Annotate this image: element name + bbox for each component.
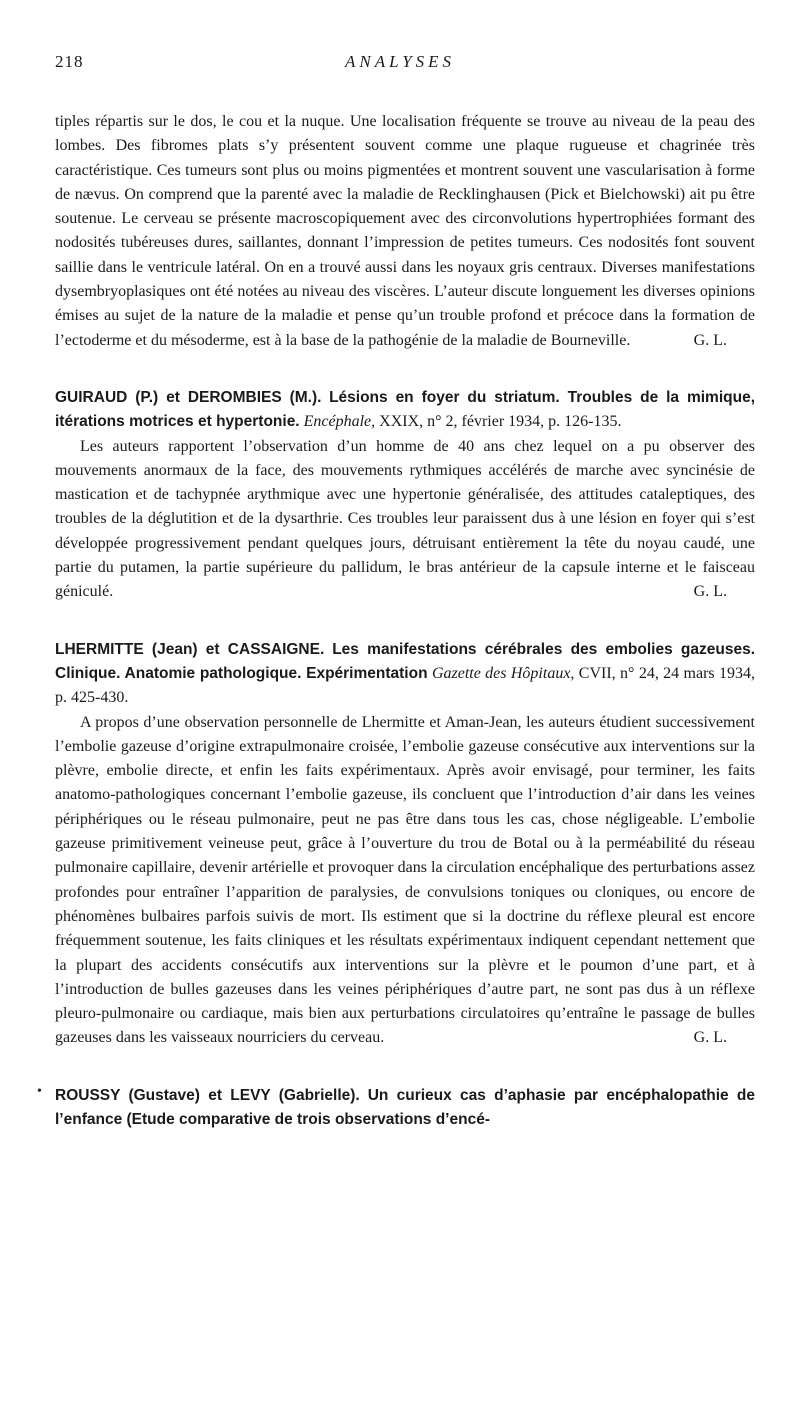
entry-authors: LHERMITTE (Jean) et CASSAIGNE. xyxy=(55,640,325,658)
entry-title: Lésions en foyer du striatum. Troubles de la mimique, itérations motrices et hypertonie. xyxy=(55,388,756,431)
entry-journal: Gazette des Hôpitaux, xyxy=(431,664,575,682)
page-header xyxy=(55,52,745,82)
abstract-signature: G. L. xyxy=(693,331,727,349)
bibliography-entry xyxy=(55,386,755,605)
entry-abstract xyxy=(55,711,755,1051)
entry-title: Un curieux cas d’aphasie par encéphalopathie de l’enfance (Etude comparative de trois observations d’encé- xyxy=(55,1086,755,1128)
entry-title: Les manifestations cérébrales des embolies gazeuses. Clinique. Anatomie pathologique. Expérimentation xyxy=(55,640,756,682)
entry-abstract-text: Les auteurs rapportent l’observation d’un homme de 40 ans chez lequel on a pu observer des mouvements anormaux de la face, des mouvements rythmiques accélérés de marche avec syncinésie de mastication et de tachypnée arythmique avec une hypertonie généralisée, des attitudes cataleptiques, des troubles de la déglutition et de la dysarthrie. Ces troubles leur paraissent dus à une lésion en foyer qui s’est développée progressivement pendant quelques jours, détruisant entièrement la tête du noyau caudé, une partie du putamen, la partie supérieure du pallidum, le bras antérieur de la capsule interne et le faisceau géniculé. xyxy=(55,437,755,601)
abstract-signature: G. L. xyxy=(693,583,727,601)
continued-abstract-text: tiples répartis sur le dos, le cou et la nuque. Une localisation fréquente se trouve au niveau de la peau des lombes. Des fibromes plats s’y présentent souvent comme une plaque rugueuse et chagrinée très caractéristique. Ces tumeurs sont plus ou moins pigmentées et montrent souvent une vascularisation à forme de nævus. On comprend que la parenté avec la maladie de Recklinghausen (Pick et Bielchowski) ait pu être soutenue. Le cerveau se présente macroscopiquement avec des circonvolutions hypertrophiées formant des nodosités tubéreuses dures, saillantes, donnant l’impression de petites tumeurs. Ces nodosités font souvent saillie dans le ventricule latéral. On en a trouvé aussi dans les noyaux gris centraux. Diverses manifestations dysembryoplasiques ont été notées au niveau des viscères. L’auteur discute longuement les diverses opinions émises au sujet de la nature de la maladie et pense qu’un trouble profond et précoce dans la formation de l’ectoderme et du mésoderme, est à la base de la pathogénie de la maladie de Bourneville. xyxy=(55,113,755,349)
running-title: ANALYSES xyxy=(344,52,456,71)
entry-citation: CVII, n° 24, 24 mars 1934, p. 425-430. xyxy=(55,664,756,707)
page-content xyxy=(37,110,756,1132)
page-number: 218 xyxy=(55,52,84,71)
entry-reference xyxy=(55,386,755,435)
entry-abstract xyxy=(55,435,755,605)
bibliography-entry xyxy=(37,1083,755,1133)
bibliography-entry xyxy=(55,638,755,1051)
bullet-mark: • xyxy=(37,1083,42,1099)
entry-reference xyxy=(55,638,755,711)
abstract-signature: G. L. xyxy=(693,1029,727,1047)
entry-authors: ROUSSY (Gustave) et LEVY (Gabrielle). xyxy=(55,1086,360,1104)
continued-abstract xyxy=(55,110,755,353)
entry-abstract-text: A propos d’une observation personnelle de Lhermitte et Aman-Jean, les auteurs étudient successivement l’embolie gazeuse d’origine extrapulmonaire croisée, l’embolie gazeuse consécutive aux interventions sur la plèvre, embolie directe, et enfin les faits expérimentaux. Après avoir envisagé, pour terminer, les faits anatomo-pathologiques concernant l’embolie gazeuse, ils concluent que l’introduction d’air dans les veines périphériques ou le réseau pulmonaire, peut ne pas être dans tous les cas, chose négligeable. L’embolie gazeuse primitivement veineuse peut, grâce à l’ouverture du trou de Botal ou à la perméabilité du réseau pulmonaire capillaire, devenir artérielle et provoquer dans la circulation encéphalique des perturbations assez profondes pour entraîner l’apparition de paralysies, de convulsions toniques ou cloniques, ou encore de phénomènes bulbaires parfois suivis de mort. Ils estiment que si la doctrine du réflexe pleural est encore fréquemment soutenue, les faits cliniques et les résultats expérimentaux indiquent cependant nettement que la plupart des accidents consécutifs aux interventions sur la plèvre et le poumon d’une part, et à l’introduction de bulles gazeuses dans les veines périphériques d’autre part, ne sont pas dus à un réflexe pleuro-pulmonaire ou cardiaque, mais bien aux perturbations circulatoires qu’entraîne le passage de bulles gazeuses dans les vaisseaux nourriciers du cerveau. xyxy=(55,713,755,1047)
entry-authors: GUIRAUD (P.) et DEROMBIES (M.). xyxy=(55,388,322,406)
entry-journal: Encéphale, xyxy=(303,413,376,431)
entry-reference xyxy=(55,1084,755,1133)
entry-citation: XXIX, n° 2, février 1934, p. 126-135. xyxy=(379,413,622,431)
